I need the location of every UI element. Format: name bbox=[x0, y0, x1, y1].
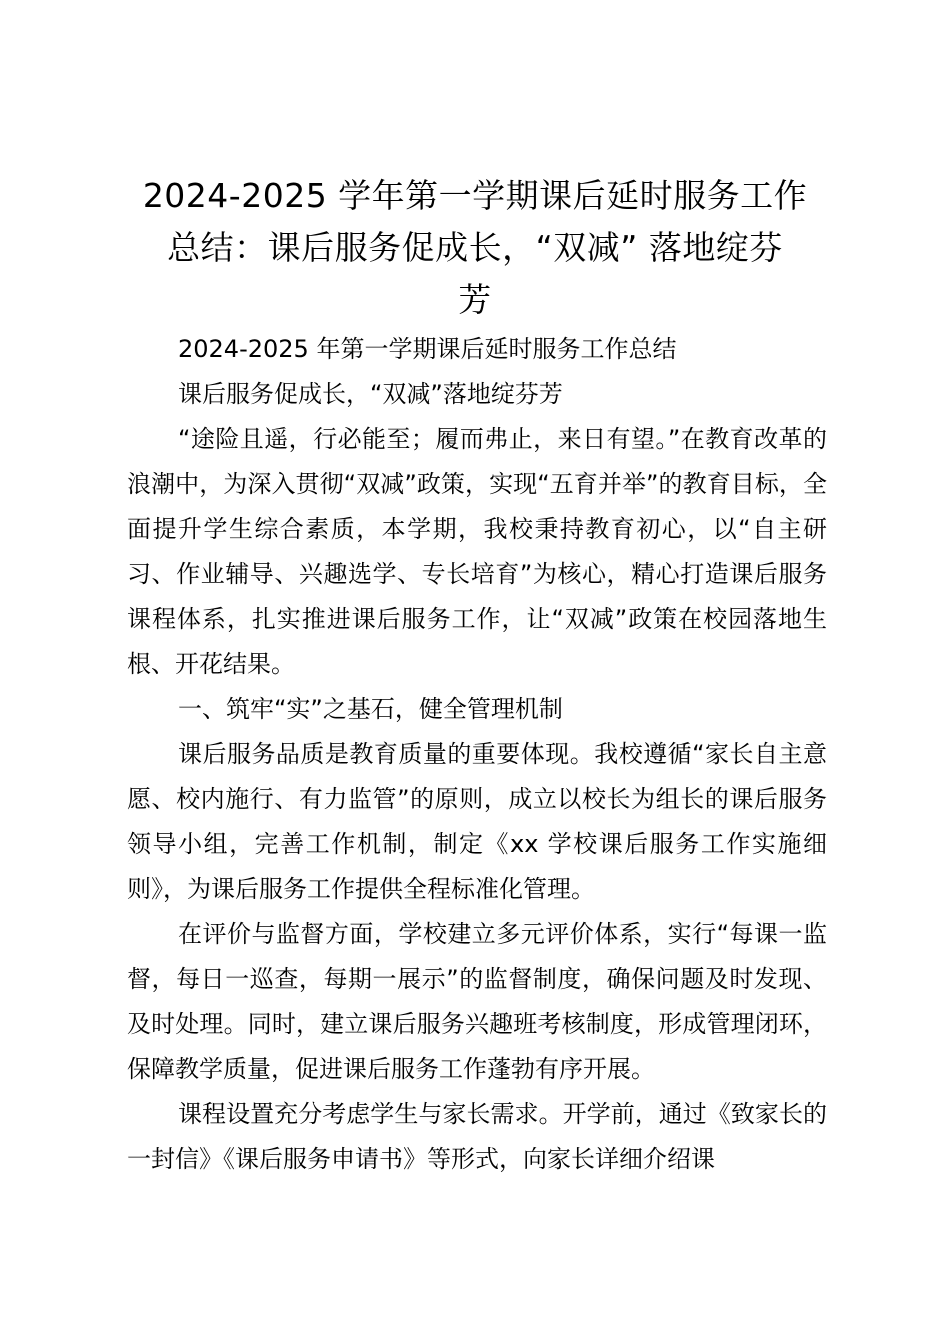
document-title bbox=[120, 170, 830, 326]
paragraph-evaluation: 在评价与监督方面，学校建立多元评价体系，实行“每课一监督，每日一巡查，每期一展示”的监督制度，确保问题及时发现、及时处理。同时，建立课后服务兴趣班考核制度，形成管理闭环，保障教学质量，促进课后服务工作蓬勃有序开展。 bbox=[127, 920, 827, 1083]
title-line-1: 2024-2025 学年第一学期课后延时服务工作 bbox=[142, 176, 808, 215]
document-body bbox=[127, 327, 827, 1182]
subtitle-2: 课后服务促成长，“双减”落地绽芬芳 bbox=[178, 380, 563, 408]
subtitle: 2024-2025 年第一学期课后延时服务工作总结 bbox=[178, 335, 677, 363]
title-line-2: 总结：课后服务促成长，“双减” 落地绽芬 bbox=[167, 228, 783, 267]
title-line-3: 芳 bbox=[458, 280, 492, 319]
paragraph-management: 课后服务品质是教育质量的重要体现。我校遵循“家长自主意愿、校内施行、有力监管”的原则，成立以校长为组长的课后服务领导小组，完善工作机制，制定《xx 学校课后服务工作实施细则》，为课后服务工作提供全程标准化管理。 bbox=[127, 740, 827, 903]
paragraph-intro: “途险且遥，行必能至；履而弗止，来日有望。”在教育改革的浪潮中，为深入贯彻“双减”政策，实现“五育并举”的教育目标，全面提升学生综合素质，本学期，我校秉持教育初心，以“自主研习、作业辅导、兴趣选学、专长培育”为核心，精心打造课后服务课程体系，扎实推进课后服务工作，让“双减”政策在校园落地生根、开花结果。 bbox=[127, 425, 827, 678]
section-heading-1: 一、筑牢“实”之基石，健全管理机制 bbox=[178, 695, 563, 723]
paragraph-curriculum: 课程设置充分考虑学生与家长需求。开学前，通过《致家长的一封信》《课后服务申请书》等形式，向家长详细介绍课 bbox=[127, 1100, 827, 1173]
